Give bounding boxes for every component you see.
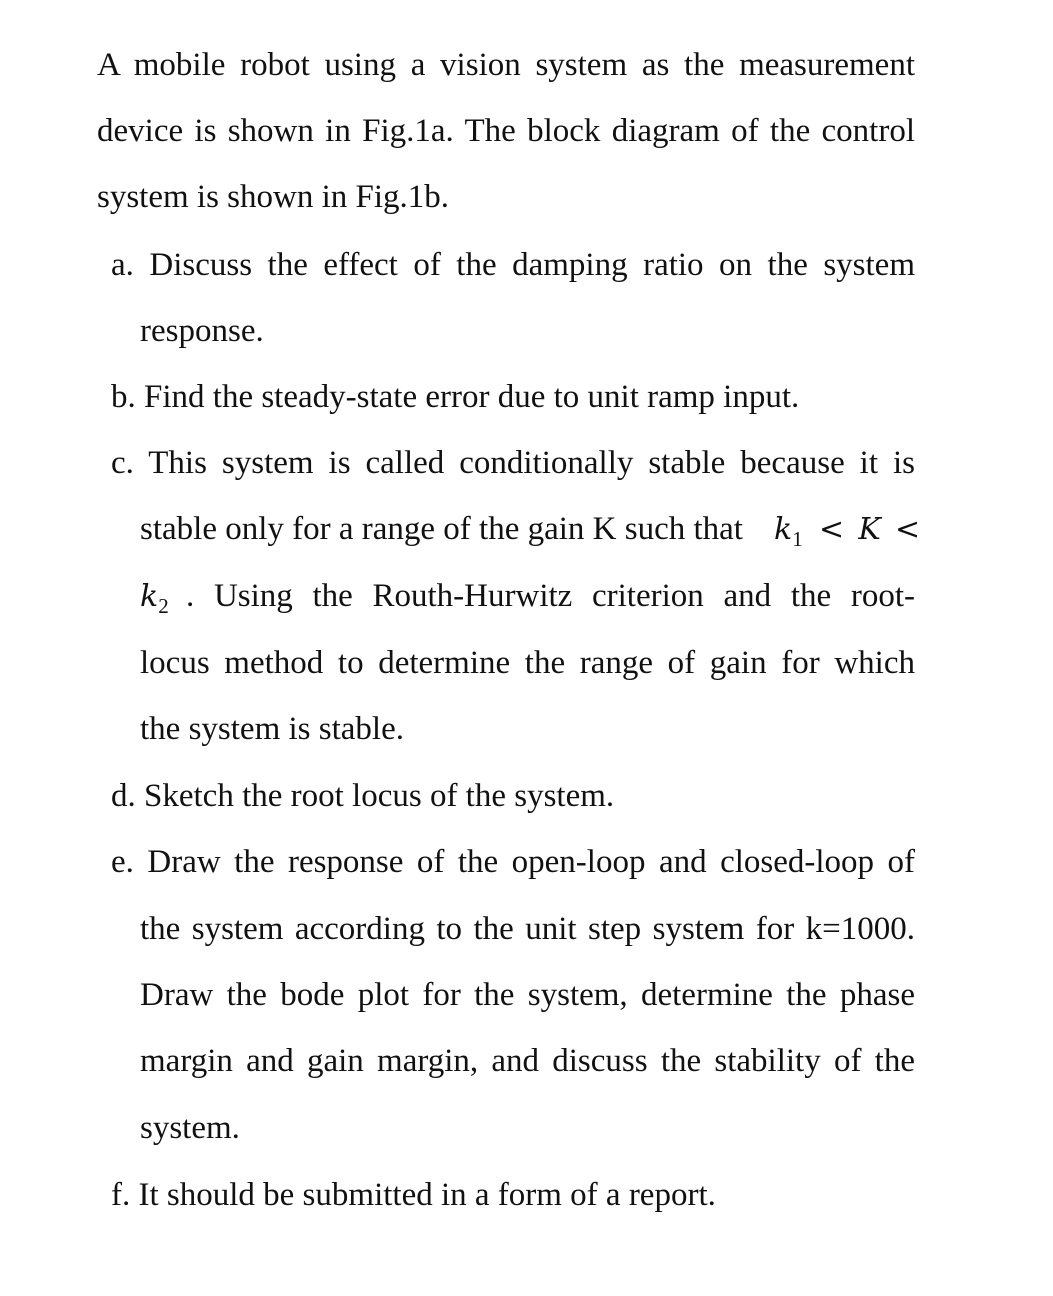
item-c-line-3-math bbox=[140, 576, 169, 616]
intro-line-1: A mobile robot using a vision system as the measurement bbox=[97, 47, 915, 83]
item-c-line-4: locus method to determine the range of gain for which bbox=[140, 645, 915, 681]
item-c-line-5: the system is stable. bbox=[140, 711, 404, 747]
item-c-line-2-text: stable only for a range of the gain K such that bbox=[140, 511, 743, 547]
item-c-inequality bbox=[774, 509, 920, 549]
item-e-line-4: margin and gain margin, and discuss the stability of the bbox=[140, 1043, 915, 1079]
item-d-line-1: d. Sketch the root locus of the system. bbox=[111, 778, 615, 814]
k1-variable: k bbox=[774, 512, 793, 547]
item-a-line-2: response. bbox=[140, 313, 264, 349]
item-e-line-5: system. bbox=[140, 1110, 240, 1146]
k1-subscript: 1 bbox=[792, 527, 803, 551]
item-b-line-1: b. Find the steady-state error due to unit ramp input. bbox=[111, 379, 800, 415]
k2-subscript: 2 bbox=[158, 594, 169, 618]
less-than-2: < bbox=[895, 512, 921, 547]
item-e-line-1: e. Draw the response of the open-loop and closed-loop of bbox=[111, 844, 915, 880]
item-e-line-2: the system according to the unit step system for k=1000. bbox=[140, 911, 915, 947]
item-c-line-3-text: . Using the Routh-Hurwitz criterion and the root- bbox=[186, 578, 915, 614]
less-than-1: < bbox=[818, 512, 845, 547]
item-c-line-2 bbox=[140, 509, 743, 549]
item-f-line-1: f. It should be submitted in a form of a report. bbox=[111, 1177, 716, 1213]
k2-variable: k bbox=[140, 579, 159, 614]
intro-line-2: device is shown in Fig.1a. The block diagram of the control bbox=[97, 113, 915, 149]
item-e-line-3: Draw the bode plot for the system, determine the phase bbox=[140, 977, 915, 1013]
gain-K: K bbox=[858, 512, 881, 547]
intro-line-3: system is shown in Fig.1b. bbox=[97, 179, 450, 215]
item-c-line-1: c. This system is called conditionally stable because it is bbox=[111, 445, 915, 481]
item-a-line-1: a. Discuss the effect of the damping ratio on the system bbox=[111, 247, 915, 283]
